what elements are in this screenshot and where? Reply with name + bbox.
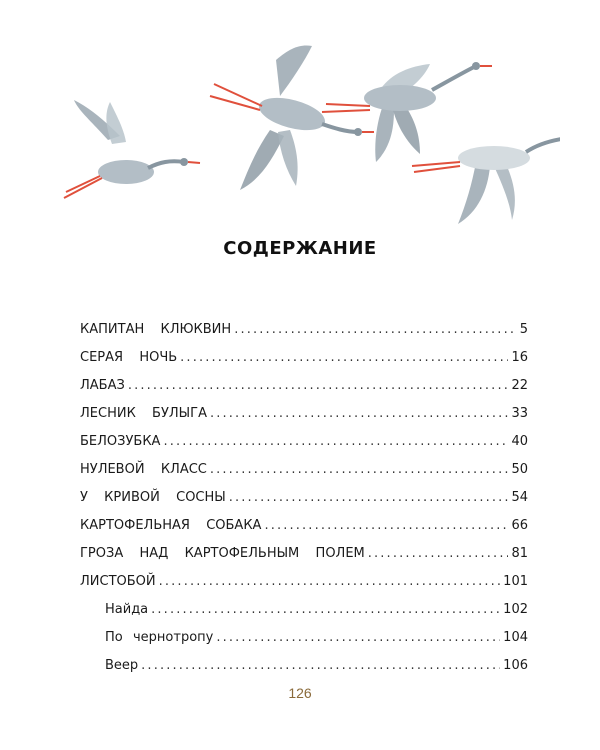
dot-leader <box>141 652 500 680</box>
toc-entry-title: ЛИСТОБОЙ <box>80 574 156 589</box>
toc-entry-title: КАРТОФЕЛЬНАЯ СОБАКА <box>80 518 262 533</box>
page-number: 126 <box>288 685 312 701</box>
toc-entry-title: СЕРАЯ НОЧЬ <box>80 350 178 365</box>
toc-entry[interactable] <box>80 568 528 596</box>
dot-leader <box>210 456 509 484</box>
toc-entry-page: 40 <box>511 434 528 449</box>
toc-entry[interactable] <box>80 540 528 568</box>
toc-entry-title: ЛАБАЗ <box>80 378 125 393</box>
crane-icon <box>322 62 492 162</box>
toc-entry-title: По чернотропу <box>105 630 214 645</box>
dot-leader <box>151 596 500 624</box>
toc-entry-page: 54 <box>511 490 528 505</box>
toc-entry[interactable] <box>80 484 528 512</box>
toc-subentry[interactable] <box>80 624 528 652</box>
toc-entry-title: КАПИТАН КЛЮКВИН <box>80 322 232 337</box>
toc-entry-page: 101 <box>503 574 528 589</box>
dot-leader <box>180 344 508 372</box>
toc-entry[interactable] <box>80 428 528 456</box>
dot-leader <box>368 540 509 568</box>
toc-entry-page: 33 <box>511 406 528 421</box>
toc-entry-title: Веер <box>105 658 139 673</box>
toc-entry-title: Найда <box>105 602 149 617</box>
dot-leader <box>234 316 517 344</box>
toc-entry-page: 104 <box>503 630 528 645</box>
toc-entry-title: НУЛЕВОЙ КЛАСС <box>80 462 207 477</box>
dot-leader <box>128 372 509 400</box>
dot-leader <box>264 512 508 540</box>
toc-entry[interactable] <box>80 344 528 372</box>
toc-entry-page: 81 <box>511 546 528 561</box>
toc-entry[interactable] <box>80 316 528 344</box>
flying-cranes-illustration <box>40 40 560 235</box>
toc-heading: СОДЕРЖАНИЕ <box>223 238 377 259</box>
toc-entry[interactable] <box>80 456 528 484</box>
toc-entry[interactable] <box>80 512 528 540</box>
dot-leader <box>229 484 509 512</box>
toc-subentry[interactable] <box>80 652 528 680</box>
crane-icon <box>210 46 374 190</box>
toc-entry-page: 106 <box>503 658 528 673</box>
toc-entry-title: БЕЛОЗУБКА <box>80 434 161 449</box>
toc-entry-page: 22 <box>511 378 528 393</box>
crane-icon <box>412 134 560 224</box>
toc-entry-page: 66 <box>511 518 528 533</box>
toc-entry[interactable] <box>80 400 528 428</box>
toc-entry-page: 102 <box>503 602 528 617</box>
table-of-contents <box>80 316 528 680</box>
toc-entry-title: У КРИВОЙ СОСНЫ <box>80 490 226 505</box>
dot-leader <box>216 624 500 652</box>
toc-entry-page: 50 <box>511 462 528 477</box>
toc-entry-title: ГРОЗА НАД КАРТОФЕЛЬНЫМ ПОЛЕМ <box>80 546 365 561</box>
dot-leader <box>159 568 501 596</box>
crane-icon <box>64 100 200 198</box>
toc-entry-page: 16 <box>511 350 528 365</box>
dot-leader <box>210 400 508 428</box>
toc-subentry[interactable] <box>80 596 528 624</box>
toc-entry-page: 5 <box>519 322 528 337</box>
dot-leader <box>163 428 508 456</box>
toc-entry-title: ЛЕСНИК БУЛЫГА <box>80 406 207 421</box>
toc-entry[interactable] <box>80 372 528 400</box>
